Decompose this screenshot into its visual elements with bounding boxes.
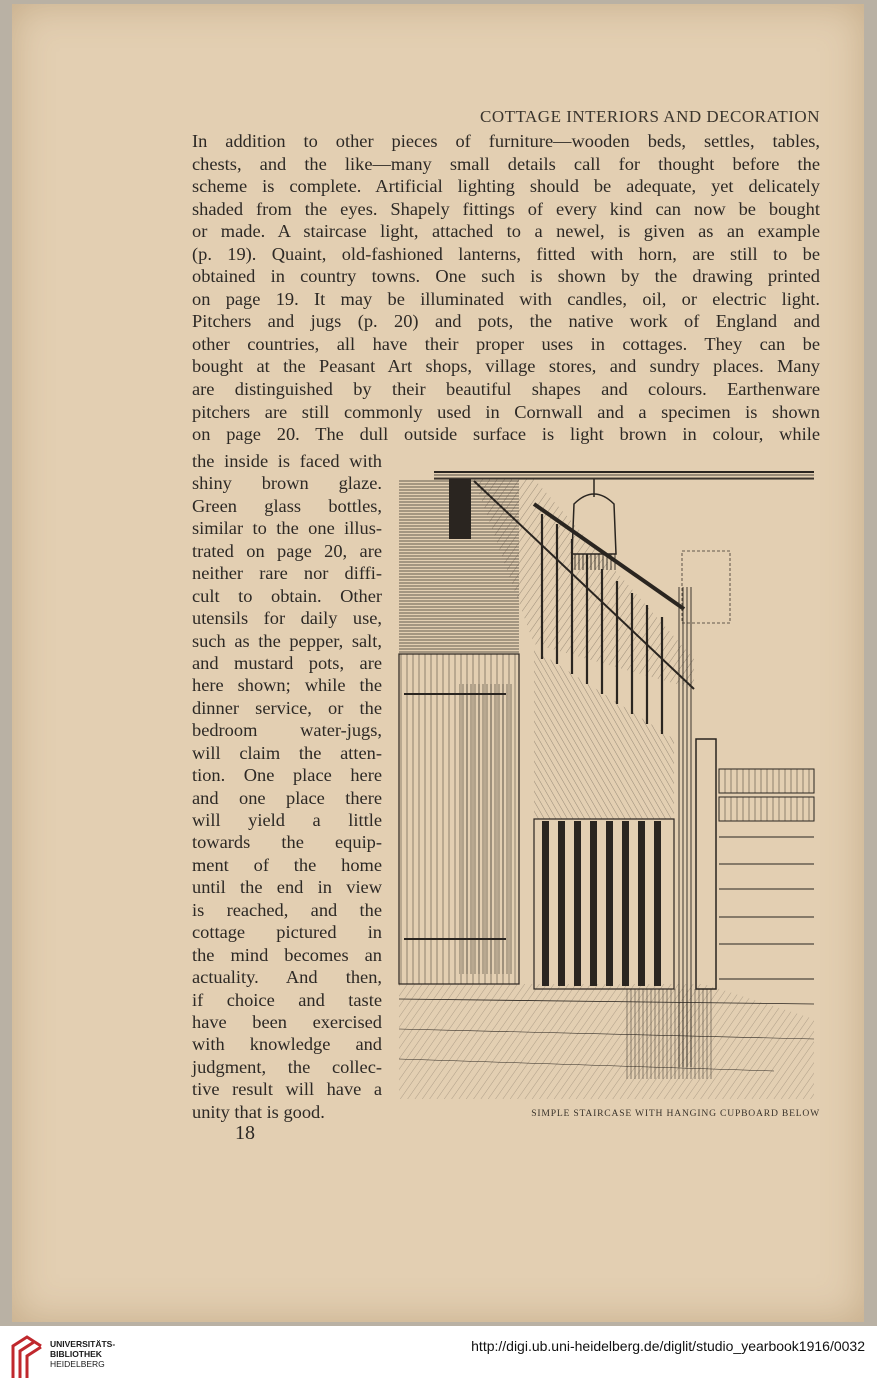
text-line: In addition to other pieces of furniture—wooden beds, settles, tables, — [192, 131, 820, 151]
text-line: if choice and taste — [192, 989, 382, 1010]
text-line: tive result will have a — [192, 1079, 382, 1100]
body-text-column — [192, 450, 382, 1123]
heidelberg-library-logo-icon — [10, 1334, 44, 1380]
text-line: actuality. And then, — [192, 967, 382, 988]
text-line: chests, and the like—many small details call for thought before the — [192, 153, 820, 174]
text-line: trated on page 20, are — [192, 540, 382, 561]
text-line: with knowledge and — [192, 1034, 382, 1055]
lantern-icon — [572, 479, 616, 570]
text-line: shiny brown glaze. — [192, 473, 382, 494]
text-line: and one place there — [192, 787, 382, 808]
text-line: are distinguished by their beautiful shapes and colours. Earthenware — [192, 379, 820, 400]
text-line: here shown; while the — [192, 675, 382, 696]
text-line: tion. One place here — [192, 765, 382, 786]
text-line: neither rare nor diffi- — [192, 563, 382, 584]
text-line: and mustard pots, are — [192, 652, 382, 673]
page-number: 18 — [235, 1122, 255, 1144]
text-line: obtained in country towns. One such is shown by the drawing printed — [192, 266, 820, 287]
text-line: on page 19. It may be illuminated with candles, oil, or electric light. — [192, 288, 820, 309]
text-line: towards the equip- — [192, 832, 382, 853]
text-line: bought at the Peasant Art shops, village stores, and sundry places. Many — [192, 356, 820, 377]
staircase-illustration — [394, 459, 822, 1099]
text-line: will claim the atten- — [192, 742, 382, 763]
text-line: judgment, the collec- — [192, 1056, 382, 1077]
text-line: Pitchers and jugs (p. 20) and pots, the native work of England and — [192, 311, 820, 332]
text-line: shaded from the eyes. Shapely fittings of every kind can now be bought — [192, 198, 820, 219]
text-line: cult to obtain. Other — [192, 585, 382, 606]
book-page — [12, 4, 864, 1322]
text-line: other countries, all have their proper uses in cottages. They can be — [192, 333, 820, 354]
text-line: scheme is complete. Artificial lighting should be adequate, yet delicately — [192, 176, 820, 197]
text-line: the mind becomes an — [192, 944, 382, 965]
text-line: will yield a little — [192, 810, 382, 830]
text-line: have been exercised — [192, 1011, 382, 1032]
illustration-caption: SIMPLE STAIRCASE WITH HANGING CUPBOARD BELOW — [531, 1108, 820, 1119]
text-line: until the end in view — [192, 877, 382, 898]
text-line: on page 20. The dull outside surface is light brown in colour, while — [192, 424, 820, 445]
text-line: pitchers are still commonly used in Cornwall and a specimen is shown — [192, 401, 820, 422]
text-line: or made. A staircase light, attached to a newel, is given as an example — [192, 221, 820, 242]
text-line: dinner service, or the — [192, 697, 382, 718]
text-line: such as the pepper, salt, — [192, 630, 382, 651]
text-line: is reached, and the — [192, 899, 382, 920]
running-head: COTTAGE INTERIORS AND DECORATION — [480, 107, 820, 126]
text-line: utensils for daily use, — [192, 608, 382, 629]
text-line: unity that is good. — [192, 1101, 325, 1122]
library-name: UNIVERSITÄTS- BIBLIOTHEK HEIDELBERG — [50, 1339, 116, 1369]
text-line: ment of the home — [192, 854, 382, 875]
footer-bar — [0, 1326, 877, 1388]
text-line: similar to the one illus- — [192, 518, 382, 539]
body-text-full-width — [192, 130, 820, 446]
text-line: the inside is faced with — [192, 451, 382, 471]
text-line: (p. 19). Quaint, old-fashioned lanterns, fitted with horn, are still to be — [192, 243, 820, 264]
text-line: cottage pictured in — [192, 922, 382, 943]
text-line: bedroom water-jugs, — [192, 720, 382, 741]
text-line: Green glass bottles, — [192, 495, 382, 516]
source-url-link[interactable]: http://digi.ub.uni-heidelberg.de/diglit/studio_yearbook1916/0032 — [471, 1338, 865, 1354]
